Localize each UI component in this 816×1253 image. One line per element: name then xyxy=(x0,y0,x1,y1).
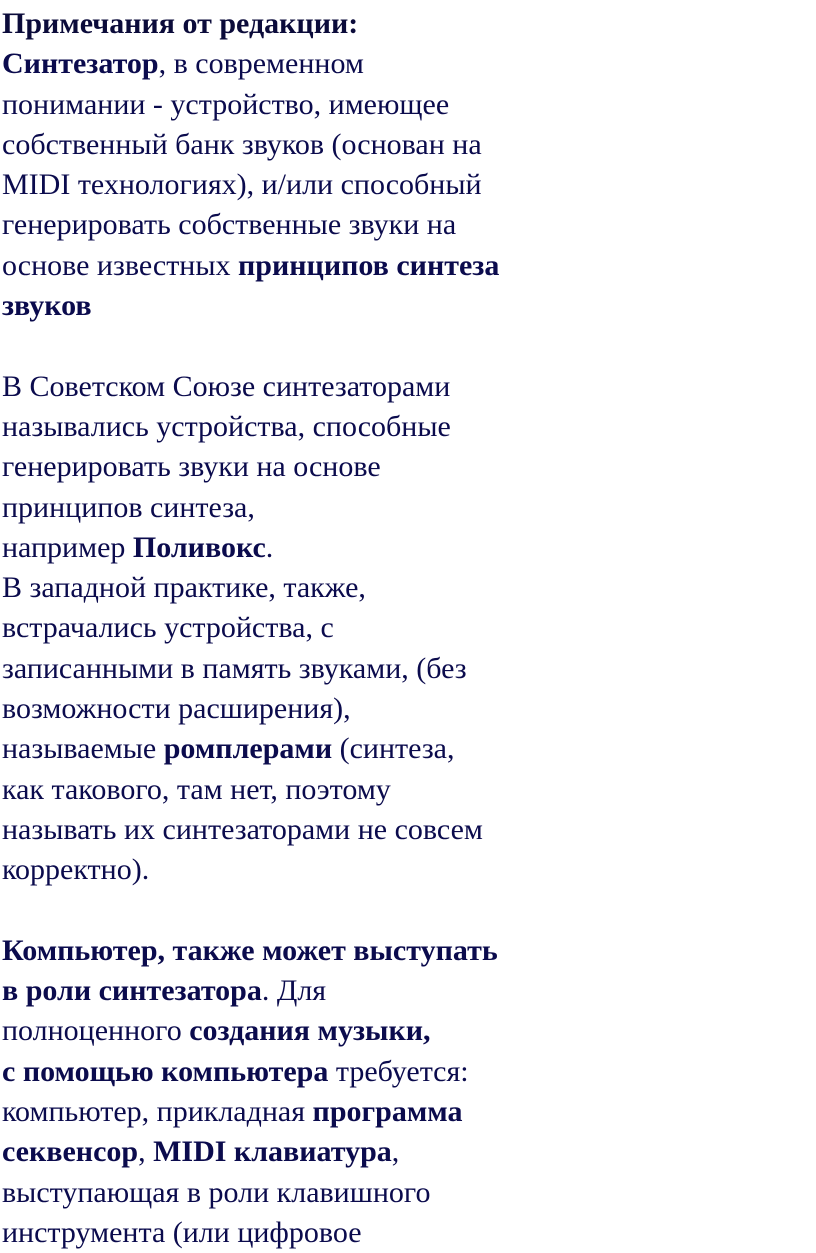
text-line: компьютер, прикладная программа xyxy=(2,1095,463,1129)
paragraph-spacer xyxy=(2,891,802,931)
term-music-creation: создания музыки, xyxy=(189,1014,431,1048)
text-line: с помощью компьютера требуется: xyxy=(2,1054,469,1088)
text-line: выступающая в роли клавишного xyxy=(2,1175,431,1209)
document-page xyxy=(2,4,802,1253)
term-program: программа xyxy=(312,1095,463,1129)
term-midi-keyboard: MIDI клавиатура xyxy=(153,1135,392,1169)
text-line: генерировать звуки на основе xyxy=(2,450,381,484)
term-with-computer: с помощью компьютера xyxy=(2,1054,329,1088)
synthesizer-definition-paragraph xyxy=(2,44,802,326)
text-line: генерировать собственные звуки на xyxy=(2,208,457,242)
text-line: как такового, там нет, поэтому xyxy=(2,772,391,806)
text-line: Синтезатор, в современном xyxy=(2,47,364,81)
text-line: собственный банк звуков (основан на xyxy=(2,127,482,161)
term-synthesis-principles: принципов синтеза xyxy=(238,248,500,282)
text-line: инструмента (или цифровое xyxy=(2,1215,362,1249)
term-polivoks: Поливокс xyxy=(132,530,266,564)
term-sequencer: секвенсор xyxy=(2,1135,139,1169)
text-line: встрачались устройства, с xyxy=(2,611,334,645)
term-synthesizer: Синтезатор xyxy=(2,47,159,81)
text-line: называть их синтезаторами не совсем xyxy=(2,812,483,846)
paragraph-spacer xyxy=(2,326,802,366)
editorial-notes-heading: Примечания от редакции: xyxy=(2,7,359,40)
text-line: секвенсор, MIDI клавиатура, xyxy=(2,1135,400,1169)
text-line: называемые ромплерами (синтеза, xyxy=(2,732,455,766)
text-line: принципов синтеза, xyxy=(2,490,255,524)
text-line: основе известных принципов синтеза xyxy=(2,248,500,282)
text-line: MIDI технологиях), и/или способный xyxy=(2,168,482,202)
term-romplers: ромплерами xyxy=(163,732,333,766)
term-computer-synth: Компьютер, также может выступать xyxy=(2,933,498,967)
text-line: В Советском Союзе синтезаторами xyxy=(2,369,451,403)
text-line: возможности расширения), xyxy=(2,692,351,726)
text-line: записанными в память звуками, (без xyxy=(2,651,467,685)
text-line: понимании - устройство, имеющее xyxy=(2,87,450,121)
soviet-synthesizers-paragraph xyxy=(2,367,802,891)
text-line: назывались устройства, способные xyxy=(2,409,451,443)
term-computer-synth-cont: в роли синтезатора xyxy=(2,974,262,1008)
text-line xyxy=(2,286,802,326)
text-line: полноценного создания музыки, xyxy=(2,1014,431,1048)
term-synthesis-principles-cont: звуков xyxy=(2,289,92,323)
text-line: В западной практике, также, xyxy=(2,571,366,605)
text-line: например Поливокс. xyxy=(2,530,274,564)
text-line xyxy=(2,931,802,971)
computer-as-synthesizer-paragraph xyxy=(2,931,802,1253)
text-line: в роли синтезатора. Для xyxy=(2,974,327,1008)
text-line: корректно). xyxy=(2,853,150,887)
